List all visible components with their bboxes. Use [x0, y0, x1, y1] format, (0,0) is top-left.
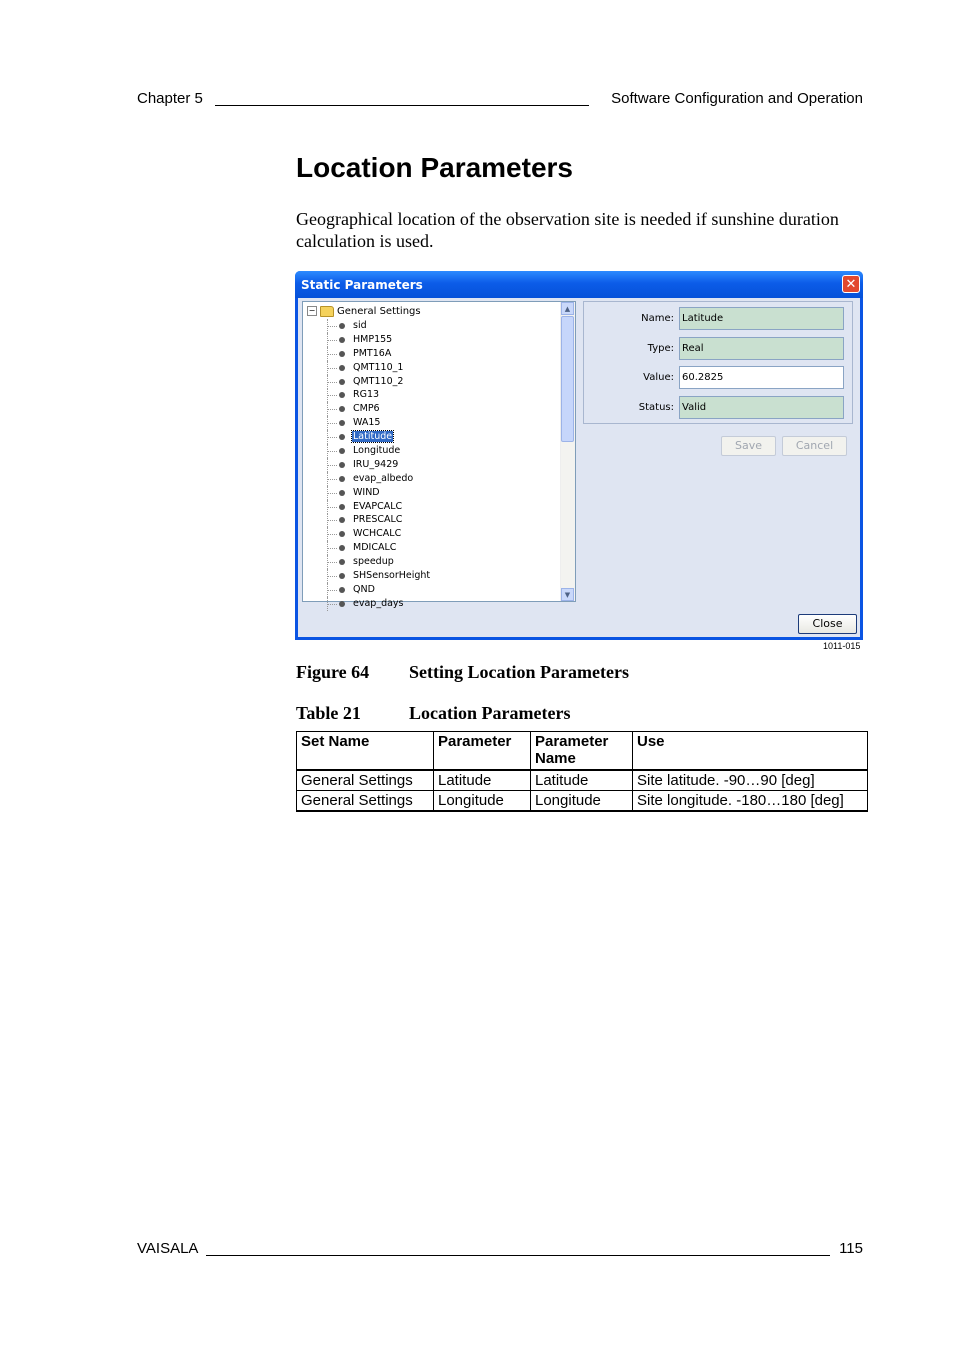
tree-connector: [327, 368, 337, 369]
cell-set-name: General Settings: [297, 791, 434, 812]
tree-connector: [327, 465, 337, 466]
leaf-node-icon: [339, 462, 345, 468]
tree-item[interactable]: [303, 583, 431, 597]
tree-connector: [327, 409, 337, 410]
tree-connector: [327, 340, 337, 341]
scroll-thumb[interactable]: [561, 316, 574, 442]
footer-rule: [206, 1255, 830, 1256]
header-rule: [215, 105, 589, 106]
cell-parameter: Latitude: [434, 770, 531, 791]
tree-item[interactable]: [303, 472, 431, 486]
leaf-node-icon: [339, 504, 345, 510]
tree-item-label: QMT110_1: [353, 361, 404, 373]
tree-connector: [327, 326, 337, 327]
tree-connector: [327, 562, 337, 563]
prop-row-status: [584, 393, 852, 419]
leaf-node-icon: [339, 545, 345, 551]
leaf-node-icon: [339, 601, 345, 607]
header-use: Use: [633, 732, 868, 771]
leaf-node-icon: [339, 420, 345, 426]
tree-connector: [327, 534, 337, 535]
location-parameters-table: [296, 731, 868, 812]
leaf-node-icon: [339, 448, 345, 454]
static-parameters-dialog: [295, 271, 863, 640]
tree-item[interactable]: [303, 458, 431, 472]
tree-connector: [327, 382, 337, 383]
dialog-title: Static Parameters: [301, 278, 423, 292]
tree-item-label: EVAPCALC: [353, 500, 403, 512]
tree-item[interactable]: [303, 388, 431, 402]
tree-item-label: QMT110_2: [353, 375, 404, 387]
tree-item[interactable]: [303, 527, 431, 541]
tree-item[interactable]: [303, 347, 431, 361]
folder-icon: [320, 306, 334, 317]
figure-id: 1011-015: [823, 641, 861, 651]
leaf-node-icon: [339, 365, 345, 371]
prop-row-name: [584, 304, 852, 330]
leaf-node-icon: [339, 379, 345, 385]
leaf-node-icon: [339, 337, 345, 343]
tree-item-label: WCHCALC: [353, 528, 402, 540]
tree-item-label: HMP155: [353, 333, 393, 345]
table-header-row: [297, 732, 868, 771]
leaf-node-icon: [339, 573, 345, 579]
header-parameter: Parameter: [434, 732, 531, 771]
save-button[interactable]: Save: [721, 436, 776, 456]
page-number: 115: [839, 1240, 863, 1257]
tree-item[interactable]: [303, 500, 431, 514]
tree-root-label: General Settings: [337, 306, 421, 317]
tree-root[interactable]: [307, 305, 421, 319]
tree-connector: [327, 423, 337, 424]
tree-item[interactable]: [303, 597, 431, 611]
page-title: Location Parameters: [296, 152, 573, 183]
name-field: Latitude: [679, 307, 844, 330]
cell-use: Site latitude. -90…90 [deg]: [633, 770, 868, 791]
leaf-node-icon: [339, 587, 345, 593]
table-number: Table 21: [296, 703, 361, 723]
header-section: Software Configuration and Operation: [611, 90, 863, 107]
leaf-node-icon: [339, 323, 345, 329]
tree-item[interactable]: [303, 430, 431, 444]
leaf-node-icon: [339, 406, 345, 412]
cell-use: Site longitude. -180…180 [deg]: [633, 791, 868, 812]
tree-item-label: MDICALC: [353, 542, 397, 554]
tree-item-label: evap_days: [353, 597, 404, 609]
tree-item-label: WIND: [353, 486, 380, 498]
status-label: Status:: [638, 402, 674, 413]
cancel-button[interactable]: Cancel: [782, 436, 847, 456]
tree-item-label: Latitude: [353, 431, 393, 443]
name-label: Name:: [641, 313, 674, 324]
value-label: Value:: [643, 372, 674, 383]
value-input[interactable]: 60.2825: [679, 366, 844, 389]
tree-item[interactable]: [303, 444, 431, 458]
tree-connector: [327, 354, 337, 355]
close-button[interactable]: Close: [798, 614, 857, 634]
dialog-client: [298, 298, 860, 637]
tree-connector: [327, 604, 337, 605]
scroll-up-icon[interactable]: ▲: [561, 302, 574, 315]
leaf-node-icon: [339, 476, 345, 482]
cell-parameter-name: Longitude: [531, 791, 633, 812]
tree-connector: [327, 395, 337, 396]
table-caption: Location Parameters: [409, 703, 571, 723]
leaf-node-icon: [339, 559, 345, 565]
tree-item[interactable]: [303, 416, 431, 430]
table-row: [297, 791, 868, 812]
cell-parameter: Longitude: [434, 791, 531, 812]
tree-item[interactable]: [303, 361, 431, 375]
tree-item-label: WA15: [353, 417, 381, 429]
leaf-node-icon: [339, 434, 345, 440]
leaf-node-icon: [339, 392, 345, 398]
footer-company: VAISALA: [137, 1240, 199, 1257]
tree-item-label: evap_albedo: [353, 472, 414, 484]
tree-connector: [327, 451, 337, 452]
figure-caption: Setting Location Parameters: [409, 662, 629, 682]
header-set-name: Set Name: [297, 732, 434, 771]
leaf-node-icon: [339, 517, 345, 523]
table-row: [297, 770, 868, 791]
type-label: Type:: [647, 343, 674, 354]
tree-item-label: speedup: [353, 556, 394, 568]
tree-item[interactable]: [303, 319, 431, 333]
tree-connector: [327, 520, 337, 521]
prop-row-value: [584, 363, 852, 389]
tree-item[interactable]: [303, 555, 431, 569]
header-chapter: Chapter 5: [137, 90, 203, 107]
tree-item-label: IRU_9429: [353, 458, 399, 470]
cell-parameter-name: Latitude: [531, 770, 633, 791]
tree-item-label: QND: [353, 583, 375, 595]
figure-number: Figure 64: [296, 662, 370, 682]
tree-item[interactable]: [303, 569, 431, 583]
tree-item-label: sid: [353, 320, 367, 331]
tree-item[interactable]: [303, 375, 431, 389]
scroll-down-icon[interactable]: ▼: [561, 588, 574, 601]
tree-connector: [327, 548, 337, 549]
intro-paragraph: Geographical location of the observation site is needed if sunshine duration calculation is used.: [296, 209, 839, 251]
close-icon[interactable]: ✕: [842, 275, 860, 293]
leaf-node-icon: [339, 351, 345, 357]
parameter-tree[interactable]: [302, 301, 576, 609]
tree-item[interactable]: [303, 402, 431, 416]
tree-scrollbar[interactable]: [560, 302, 575, 601]
tree-item-label: PRESCALC: [353, 514, 403, 526]
cell-set-name: General Settings: [297, 770, 434, 791]
tree-connector: [327, 507, 337, 508]
tree-item-label: Longitude: [353, 445, 401, 457]
tree-connector: [327, 493, 337, 494]
type-field: Real: [679, 337, 844, 360]
tree-connector: [327, 479, 337, 480]
tree-item[interactable]: [303, 513, 431, 527]
collapse-icon[interactable]: −: [308, 306, 316, 315]
tree-item[interactable]: [303, 486, 431, 500]
tree-item[interactable]: [303, 333, 431, 347]
prop-row-type: [584, 334, 852, 360]
tree-item-label: CMP6: [353, 403, 380, 415]
tree-item-label: RG13: [353, 389, 380, 401]
leaf-node-icon: [339, 490, 345, 496]
properties-panel: [583, 301, 853, 424]
tree-item[interactable]: [303, 541, 431, 555]
tree-connector: [327, 437, 337, 438]
tree-item-label: PMT16A: [353, 347, 392, 359]
leaf-node-icon: [339, 531, 345, 537]
header-parameter-name: Parameter Name: [531, 732, 633, 771]
tree-items: [303, 319, 431, 611]
dialog-titlebar: [295, 271, 863, 298]
tree-item-label: SHSensorHeight: [353, 570, 431, 582]
tree-connector: [327, 576, 337, 577]
tree-connector: [327, 590, 337, 591]
status-field: Valid: [679, 396, 844, 419]
